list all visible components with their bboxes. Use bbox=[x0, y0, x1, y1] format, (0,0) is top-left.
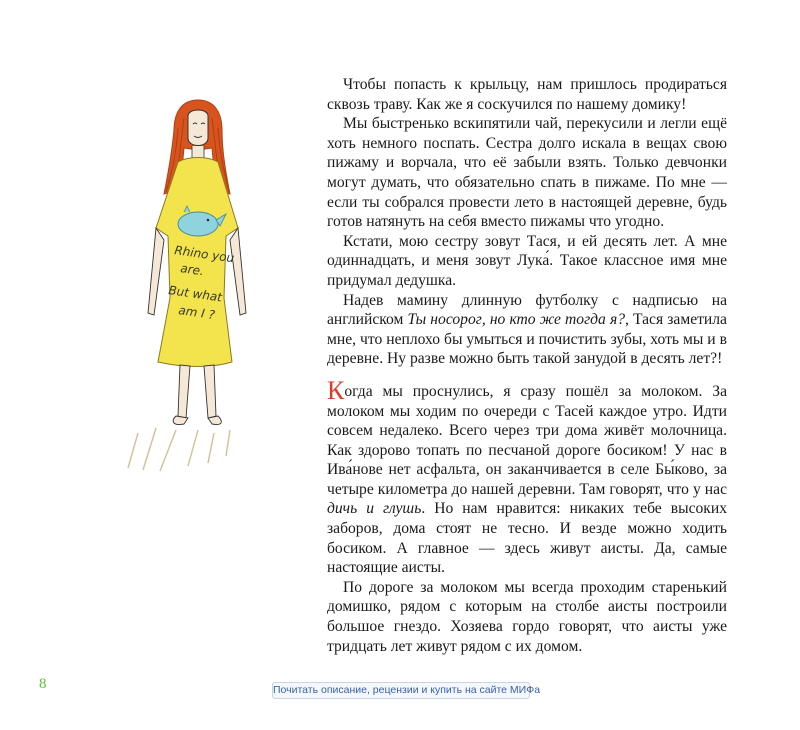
girl-illustration bbox=[118, 78, 278, 473]
main-text bbox=[327, 75, 727, 656]
shirt-text-line-4: am I ? bbox=[177, 303, 216, 323]
mif-store-link[interactable]: Почитать описание, рецензии и купить на сайте МИФа bbox=[272, 682, 530, 699]
shirt-text-line-1: Rhino you bbox=[173, 243, 236, 266]
drop-cap: К bbox=[327, 375, 345, 405]
page-number: 8 bbox=[39, 676, 47, 692]
paragraph-2: Мы быстренько вскипятили чай, перекусили и легли ещё хоть немного поспать. Сестра долго искала в вещах свою пижаму и ворчала, что её забыли взять. Только девчонки могут думать, что обязательно спать в пижаме. По мне — если ты собрался провести лето в настоящей деревне, будь готов натянуть на себя вместо пижамы что угодно. bbox=[327, 115, 727, 231]
paragraph-4-text-after: , Тася заметила мне, что неплохо бы умыться и почистить зубы, хоть мы и в деревне. Ну разве можно быть такой занудой в десять лет?! bbox=[327, 311, 727, 368]
shirt-text-line-2: are. bbox=[179, 261, 205, 279]
section-2-italic: дичь и глушь bbox=[327, 500, 422, 518]
paragraph-3: Кстати, мою сестру зовут Тася, и ей десять лет. А мне одиннадцать, и меня зовут Лука́. Такое классное имя мне придумал дедушка. bbox=[327, 232, 727, 289]
section-2-paragraph-1 bbox=[327, 375, 728, 578]
paragraph-4-text-before: Надев мамину длинную футболку с надписью на английском bbox=[327, 291, 727, 329]
shirt-text-line-3: But what bbox=[167, 283, 223, 305]
section-2-text-after: . Но нам нравится: никаких тебе высоких заборов, дома стоят не тесно. И везде можно ходить босиком. А главное — здесь живут аисты. Да, самые настоящие аисты. bbox=[327, 500, 728, 577]
paragraph-4 bbox=[327, 291, 727, 369]
paragraph-4-italic: Ты носорог, но кто же тогда я? bbox=[407, 311, 625, 329]
paragraph-1: Чтобы попасть к крыльцу, нам пришлось продираться сквозь траву. Как же я соскучился по нашему домику! bbox=[327, 76, 727, 113]
section-2-paragraph-2: По дороге за молоком мы всегда проходим старенький домишко, рядом с которым на столбе аисты построили большое гнездо. Хозяева гордо говорят, что аисты уже тридцать лет живут рядом с их домом. bbox=[327, 578, 727, 655]
section-2-text-before: огда мы проснулись, я сразу пошёл за молоком. За молоком мы ходим по очереди с Тасей каждое утро. Идти совсем недалеко. Всего через три дома живёт молочница. Как здорово топать по песчаной дороге босиком! У нас в Ива́нове нет асфальта, он заканчивается в селе Бы́ково, за четыре километра до нашей деревни. Там говорят, что у нас bbox=[327, 382, 727, 498]
